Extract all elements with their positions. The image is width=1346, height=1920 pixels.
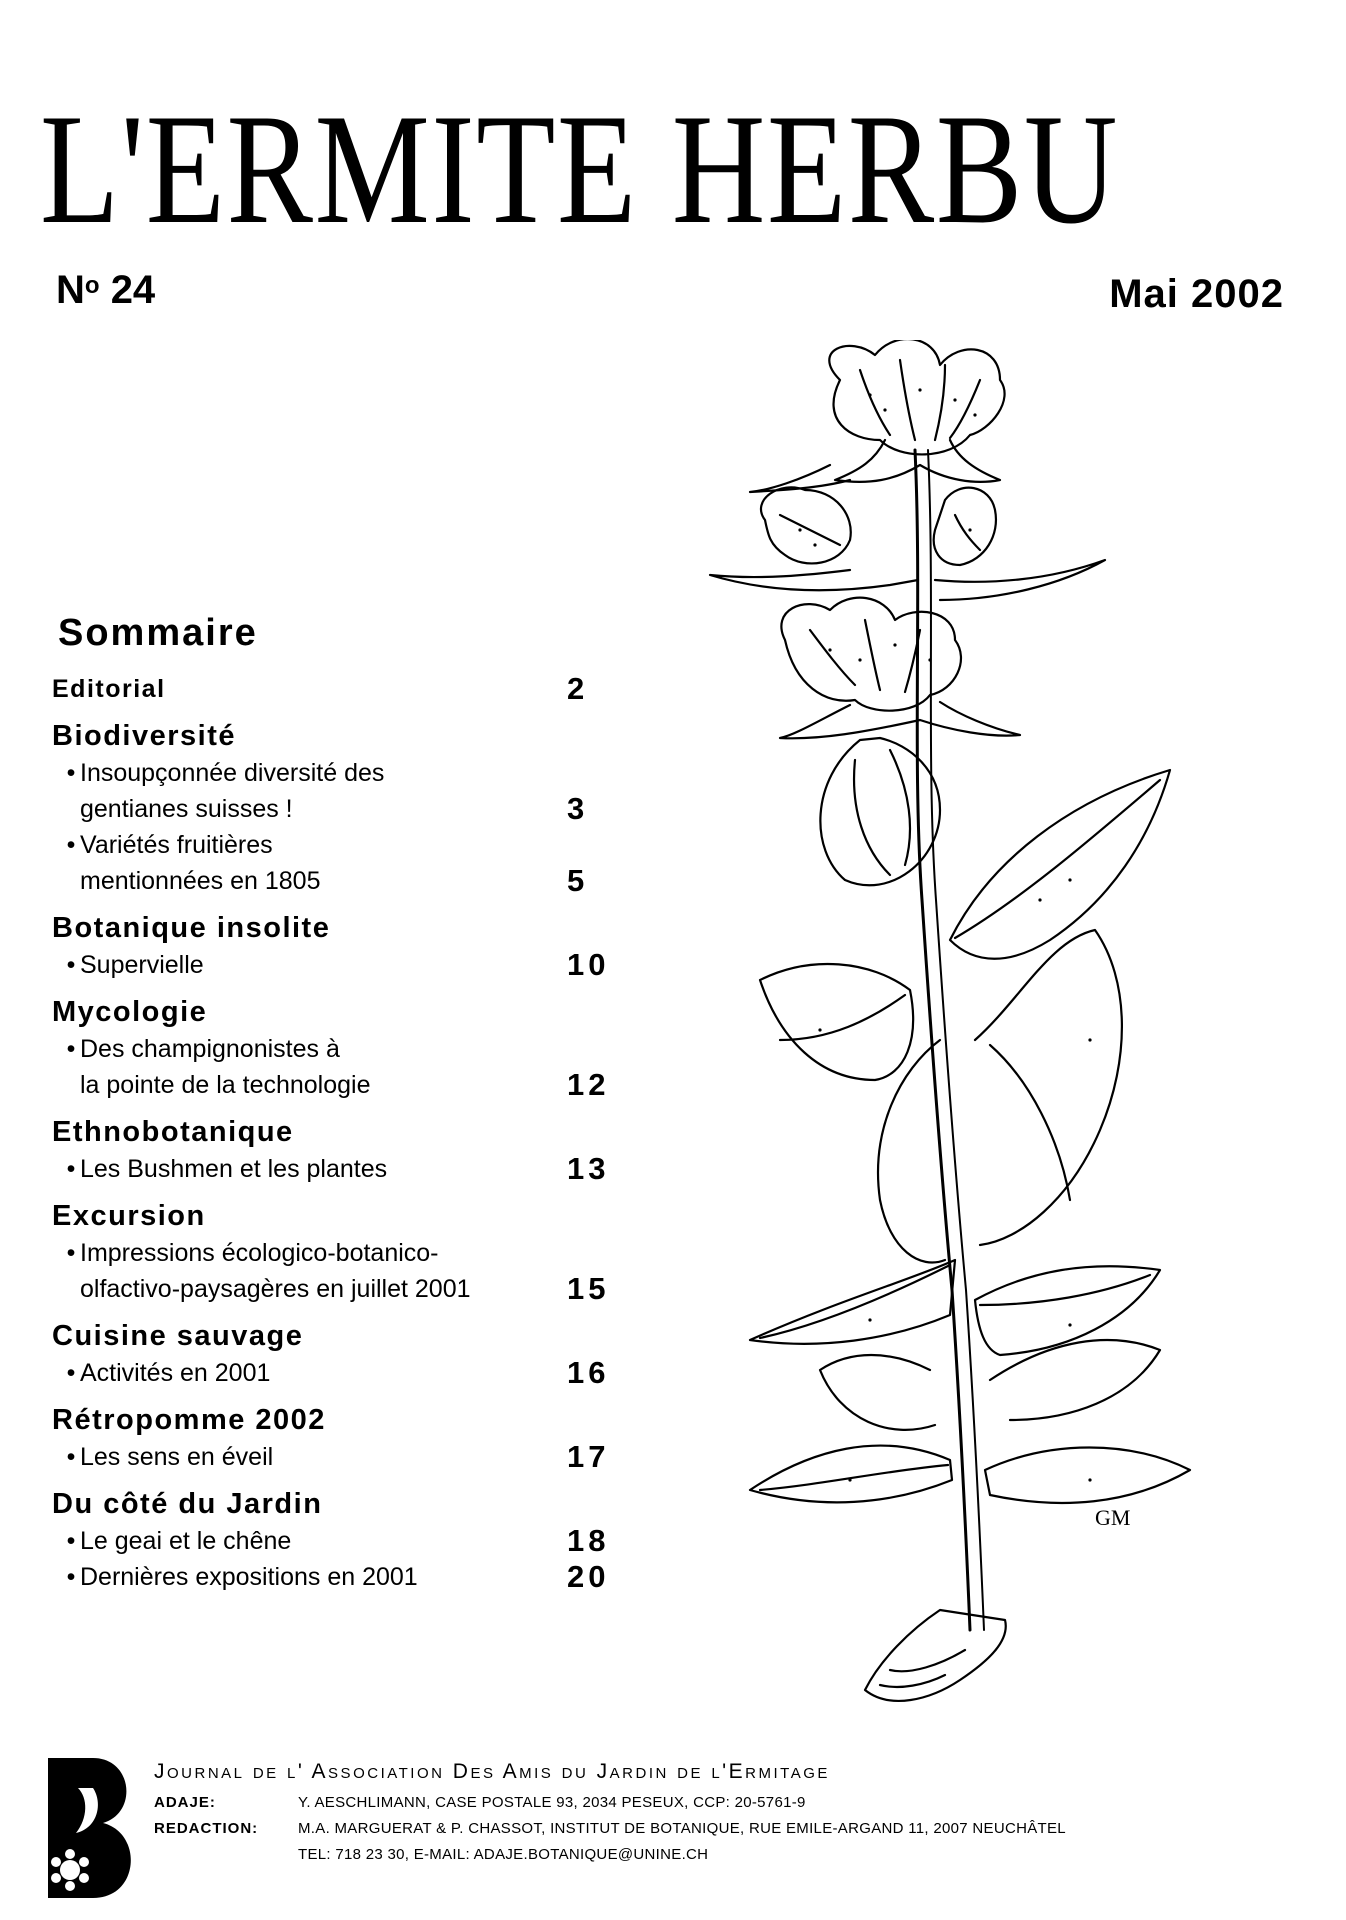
toc-page-number: 5 [567,863,589,898]
bullet-icon: • [66,1443,76,1471]
toc-page-number: 17 [567,1439,610,1474]
toc-page-number: 16 [567,1355,610,1390]
toc-item-text: gentianes suisses ! [80,795,293,823]
adaje-logo [48,1758,140,1898]
toc-item-text: Des champignonistes à [80,1035,340,1063]
redaction-address: M.A. MARGUERAT & P. CHASSOT, INSTITUT DE BOTANIQUE, RUE EMILE-ARGAND 11, 2007 NEUCHÂTEL [298,1820,1066,1837]
toc-item-text: Variétés fruitières [80,831,273,859]
issue-value: 24 [110,268,156,312]
footer [48,1750,1308,1900]
lower-flower-cluster [780,598,1020,739]
middle-flower-pair [710,487,1105,600]
toc-section-title: Ethnobotanique [52,1116,294,1148]
leaves [750,770,1190,1503]
toc-item-text: Insoupçonnée diversité des [80,759,385,787]
toc-item-line [52,1439,622,1475]
bullet-icon: • [66,1563,76,1591]
toc-section-title: Excursion [52,1200,206,1232]
contact-line: TEL: 718 23 30, E-MAIL: ADAJE.BOTANIQUE@UNINE.CH [298,1846,709,1863]
toc-item-line [52,827,622,863]
toc-item-text: Dernières expositions en 2001 [80,1563,418,1591]
bullet-icon: • [66,1239,76,1267]
toc-item-text: Les sens en éveil [80,1443,274,1471]
toc-page-number: 13 [567,1151,610,1186]
table-of-contents [52,612,622,1605]
toc-item-line [52,1031,622,1067]
toc-item-line [52,755,622,791]
toc-page-number: 18 [567,1523,610,1558]
issue-prefix: N [56,268,85,312]
bullet-icon: • [66,1359,76,1387]
issue-date: Mai 2002 [1109,272,1284,316]
toc-page-number: 12 [567,1067,610,1102]
toc-item-line [52,1355,622,1391]
artist-signature: GM [1095,1505,1131,1530]
toc-section-title: Biodiversité [52,720,236,752]
bullet-icon: • [66,1035,76,1063]
toc-section [52,1401,622,1475]
toc-section-title: Mycologie [52,996,208,1028]
toc-section [52,1317,622,1391]
redaction-label: REDACTION: [154,1820,259,1837]
toc-item-line [52,791,622,827]
toc-item-text: olfactivo-paysagères en juillet 2001 [80,1275,471,1303]
bullet-icon: • [66,1155,76,1183]
toc-section [52,717,622,899]
toc-row [52,671,622,707]
adaje-label: ADAJE: [154,1794,216,1811]
toc-page-number: 10 [567,947,610,982]
issue-degree: o [84,272,100,299]
top-flower-cluster [750,340,1005,492]
issue-number [56,268,155,313]
toc-section [52,993,622,1103]
toc-page-number: 15 [567,1271,610,1306]
toc-item-text: Supervielle [80,951,204,979]
toc-page-number: 20 [567,1559,610,1594]
toc-item-line [52,1067,622,1103]
bullet-icon: • [66,831,76,859]
toc-section-title: Rétropomme 2002 [52,1404,326,1436]
toc-section-title: Editorial [52,675,166,703]
adaje-address: Y. AESCHLIMANN, CASE POSTALE 93, 2034 PESEUX, CCP: 20-5761-9 [298,1794,806,1811]
toc-item-text: mentionnées en 1805 [80,867,321,895]
toc-item-line [52,947,622,983]
toc-section-title: Du côté du Jardin [52,1488,323,1520]
toc-item-line [52,1151,622,1187]
toc-section [52,909,622,983]
toc-item-line [52,863,622,899]
toc-section [52,1485,622,1595]
toc-section-title: Cuisine sauvage [52,1320,304,1352]
bullet-icon: • [66,1527,76,1555]
toc-title: Sommaire [58,612,258,654]
bullet-icon: • [66,951,76,979]
journal-line: Journal de l' Association Des Amis du Jardin de l'Ermitage [154,1760,830,1783]
toc-section [52,1197,622,1307]
toc-item-line [52,1523,622,1559]
toc-item-text: la pointe de la technologie [80,1071,371,1099]
toc-item-text: Activités en 2001 [80,1359,271,1387]
toc-section-title: Botanique insolite [52,912,331,944]
toc-item-text: Les Bushmen et les plantes [80,1155,388,1183]
toc-item-line [52,1271,622,1307]
toc-item-line [52,1235,622,1271]
toc-sections [52,671,622,1595]
toc-item-line [52,1559,622,1595]
stem [915,450,970,1630]
toc-section [52,1113,622,1187]
toc-page-number: 3 [567,791,589,826]
toc-page-number: 2 [567,671,589,706]
toc-item-text: Le geai et le chêne [80,1527,292,1555]
toc-item-text: Impressions écologico-botanico- [80,1239,439,1267]
bullet-icon: • [66,759,76,787]
gentian-illustration [690,340,1250,1740]
masthead-title: L'ERMITE HERBU [40,82,1120,257]
toc-section [52,671,622,707]
